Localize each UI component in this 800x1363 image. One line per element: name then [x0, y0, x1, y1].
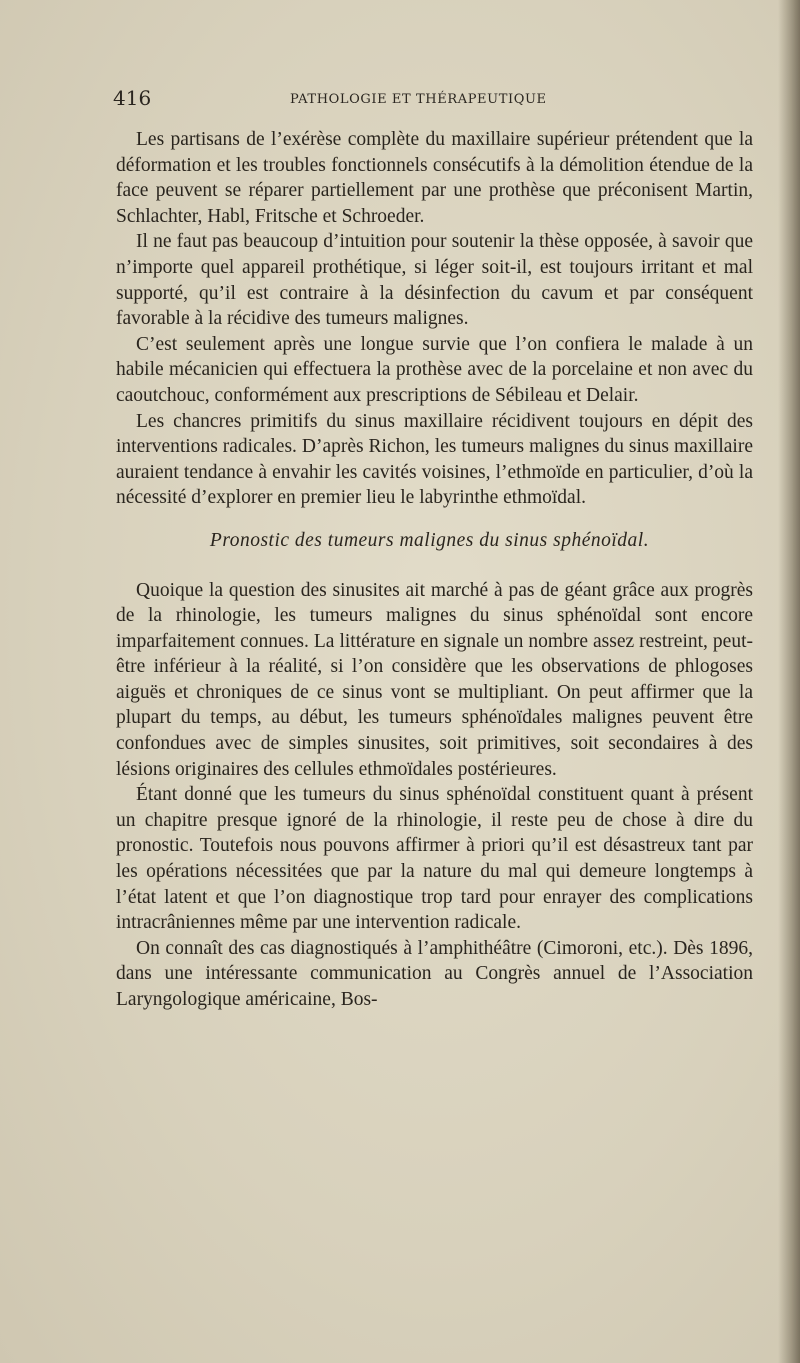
page-header: [113, 86, 753, 116]
paragraph: Il ne faut pas beaucoup d’intuition pour soutenir la thèse opposée, à savoir que n’importe quel appareil prothétique, si léger soit-il, est toujours irritant et mal supporté, qu’il est contraire à la désinfection du cavum et par conséquent favorable à la récidive des tumeurs malignes.: [116, 231, 753, 330]
page-edge-shadow: [778, 0, 800, 1363]
paragraph: Les chancres primitifs du sinus maxillaire récidivent toujours en dépit des interventions radicales. D’après Richon, les tumeurs malignes du sinus maxillaire auraient tendance à envahir les cavités voisines, l’ethmoïde en particulier, d’où la nécessité d’explorer en premier lieu le labyrinthe ethmoïdal.: [116, 410, 753, 509]
running-title: PATHOLOGIE ET THÉRAPEUTIQUE: [290, 92, 547, 107]
paragraph: On connaît des cas diagnostiqués à l’amphithéâtre (Cimoroni, etc.). Dès 1896, dans une intéressante communication au Congrès annuel de l’Association Laryngologique américaine, Bos-: [116, 937, 753, 1010]
body-text: [116, 127, 753, 1013]
paragraph: C’est seulement après une longue survie que l’on confiera le malade à un habile mécanicien qui effectuera la prothèse avec de la porcelaine et non avec du caoutchouc, conformément aux prescriptions de Sébileau et Delair.: [116, 333, 753, 406]
paragraph: Étant donné que les tumeurs du sinus sphénoïdal constituent quant à présent un chapitre presque ignoré de la rhinologie, il reste peu de chose à dire du pronostic. Toutefois nous pouvons affirmer à priori qu’il est désastreux tant par les opérations nécessitées que par la nature du mal qui demeure longtemps à l’état latent et que l’on diagnostique trop tard pour enrayer des complications intracrâniennes même par une intervention radicale.: [116, 784, 753, 934]
paragraph: Quoique la question des sinusites ait marché à pas de géant grâce aux progrès de la rhinologie, les tumeurs malignes du sinus sphénoïdal sont encore imparfaitement connues. La littérature en signale un nombre assez restreint, peut-être inférieur à la réalité, si l’on considère que les observations de phlogoses aiguës et chroniques de ce sinus vont se multipliant. On peut affirmer que la plupart du temps, au début, les tumeurs sphénoïdales malignes peuvent être confondues avec de simples sinusites, soit primitives, soit secondaires à des lésions originaires des cellules ethmoïdales postérieures.: [116, 579, 753, 780]
page-number: 416: [113, 86, 152, 110]
section-title: Pronostic des tumeurs malignes du sinus sphénoïdal.: [209, 529, 650, 551]
paragraph: Les partisans de l’exérèse complète du maxillaire supérieur prétendent que la déformation et les troubles fonctionnels consécutifs à la démolition étendue de la face peuvent se réparer partiellement par une prothèse que préconisent Martin, Schlachter, Habl, Fritsche et Schroeder.: [116, 129, 753, 227]
